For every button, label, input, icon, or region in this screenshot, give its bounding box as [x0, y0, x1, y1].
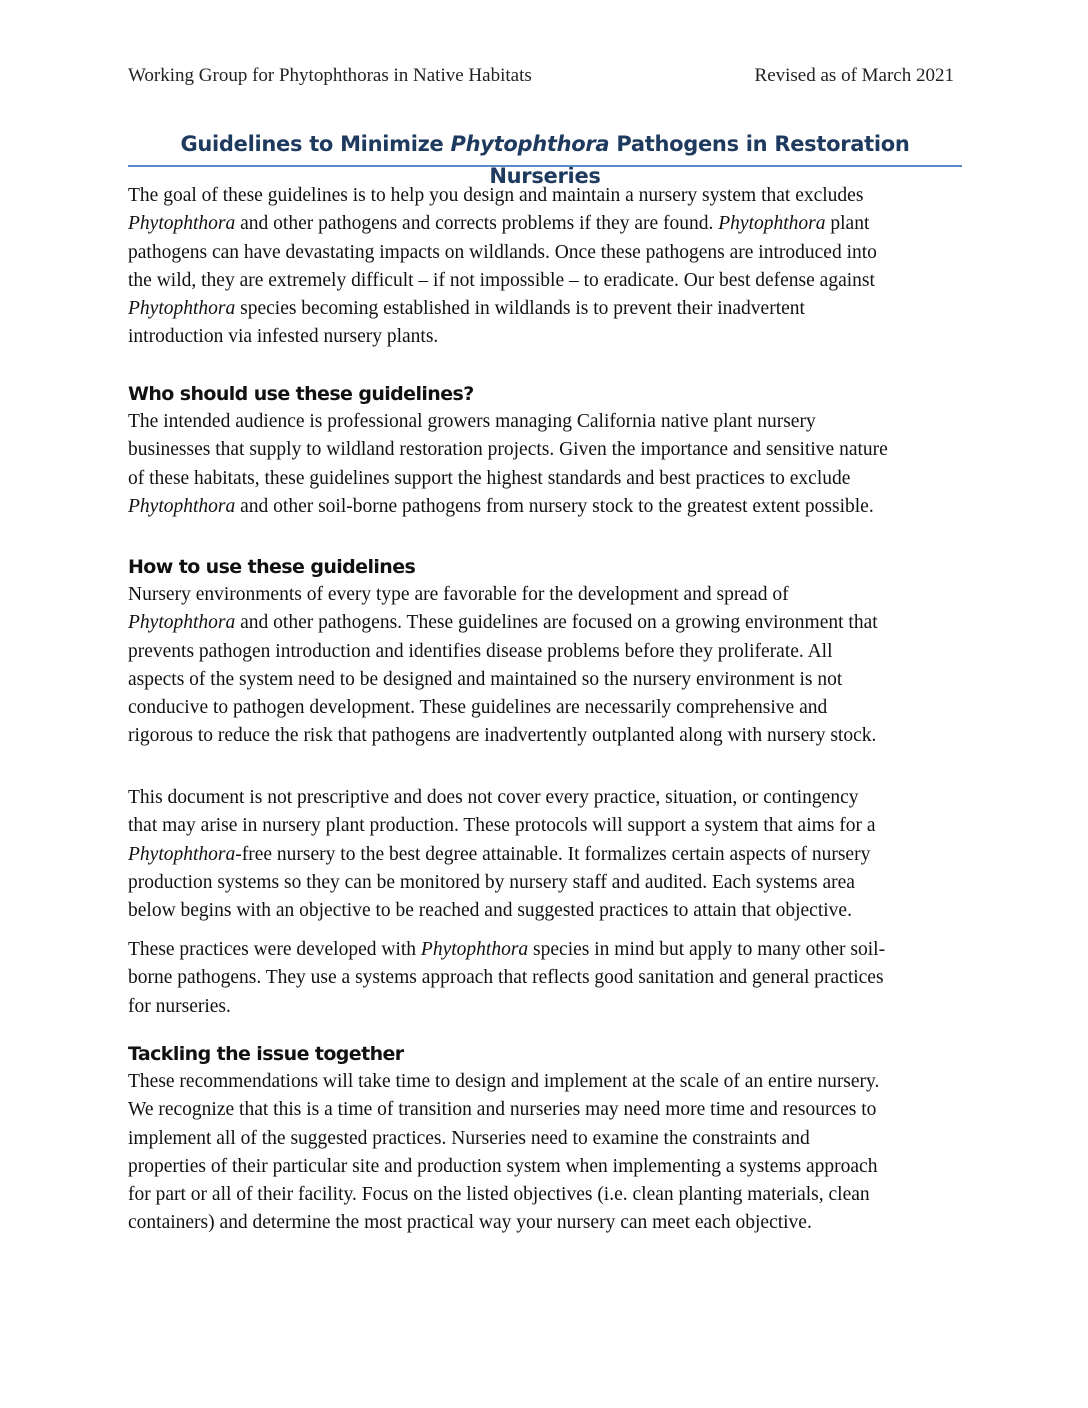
text-line: Phytophthora and other pathogens. These guidelines are focused on a growing environment that: [128, 612, 878, 634]
section-heading: Who should use these guidelines?: [128, 383, 474, 405]
text-line: aspects of the system need to be designed and maintained so the nursery environment is not: [128, 668, 843, 690]
text-line: production systems so they can be monitored by nursery staff and audited. Each systems area: [128, 871, 855, 893]
intro-paragraph: [128, 182, 964, 352]
text-line: conducive to pathogen development. These guidelines are necessarily comprehensive and: [128, 697, 828, 719]
text-line: These practices were developed with Phytophthora species in mind but apply to many other soil-: [128, 939, 886, 960]
text-line: We recognize that this is a time of transition and nurseries may need more time and resources to: [128, 1099, 877, 1121]
text-line: Nursery environments of every type are favorable for the development and spread of: [128, 584, 789, 605]
title-text-before: Guidelines to Minimize: [180, 132, 451, 156]
paragraph: [128, 581, 964, 751]
title-italic-term: Phytophthora: [450, 132, 610, 156]
title-text-after: Pathogens in Restoration Nurseries: [489, 132, 910, 188]
paragraph: [128, 182, 964, 352]
running-header: [128, 64, 954, 88]
section-how-to-use: [128, 553, 964, 751]
text-line: rigorous to reduce the risk that pathogens are inadvertently outplanted along with nursery stock.: [128, 725, 877, 747]
text-line: pathogens can have devastating impacts on wildlands. Once these pathogens are introduced into: [128, 241, 877, 263]
text-line: implement all of the suggested practices. Nurseries need to examine the constraints and: [128, 1127, 810, 1149]
paragraph: [128, 936, 964, 1021]
paragraph-not-prescriptive: [128, 784, 964, 925]
text-line: prevents pathogen introduction and identifies disease problems before they proliferate. All: [128, 640, 833, 662]
text-line: the wild, they are extremely difficult – if not impossible – to eradicate. Our best defense against: [128, 269, 875, 291]
text-line: of these habitats, these guidelines support the highest standards and best practices to exclude: [128, 467, 851, 489]
text-line: Phytophthora and other pathogens and corrects problems if they are found. Phytophthora plant: [128, 213, 870, 235]
section-heading: How to use these guidelines: [128, 556, 416, 578]
text-line: The intended audience is professional growers managing California native plant nursery: [128, 411, 816, 432]
paragraph: [128, 1068, 964, 1238]
text-line: These recommendations will take time to design and implement at the scale of an entire nursery.: [128, 1071, 880, 1092]
paragraph: [128, 408, 964, 521]
header-revision-date: Revised as of March 2021: [754, 65, 954, 86]
text-line: The goal of these guidelines is to help you design and maintain a nursery system that excludes: [128, 185, 864, 206]
header-organization: Working Group for Phytophthoras in Native Habitats: [128, 65, 532, 86]
text-line: for part or all of their facility. Focus on the listed objectives (i.e. clean planting materials, clean: [128, 1184, 870, 1206]
text-line: Phytophthora-free nursery to the best degree attainable. It formalizes certain aspects of nursery: [128, 843, 871, 865]
section-heading: Tackling the issue together: [128, 1043, 404, 1065]
text-line: for nurseries.: [128, 995, 231, 1017]
text-line: that may arise in nursery plant production. These protocols will support a system that aims for a: [128, 815, 876, 837]
text-line: businesses that supply to wildland restoration projects. Given the importance and sensitive nature: [128, 439, 888, 461]
text-line: Phytophthora and other soil-borne pathogens from nursery stock to the greatest extent possible.: [128, 495, 874, 517]
text-line: borne pathogens. They use a systems approach that reflects good sanitation and general practices: [128, 967, 884, 989]
text-line: This document is not prescriptive and does not cover every practice, situation, or contingency: [128, 787, 859, 808]
section-who-should-use: [128, 380, 964, 521]
text-line: containers) and determine the most practical way your nursery can meet each objective.: [128, 1212, 812, 1234]
text-line: below begins with an objective to be reached and suggested practices to attain that objective.: [128, 900, 852, 922]
section-tackling-together: [128, 1040, 964, 1238]
paragraph-practices-developed: [128, 936, 964, 1021]
text-line: introduction via infested nursery plants.: [128, 326, 439, 348]
paragraph: [128, 784, 964, 925]
title-underline-rule: [128, 165, 962, 167]
text-line: Phytophthora species becoming established in wildlands is to prevent their inadvertent: [128, 298, 805, 320]
text-line: properties of their particular site and production system when implementing a systems approach: [128, 1155, 878, 1177]
